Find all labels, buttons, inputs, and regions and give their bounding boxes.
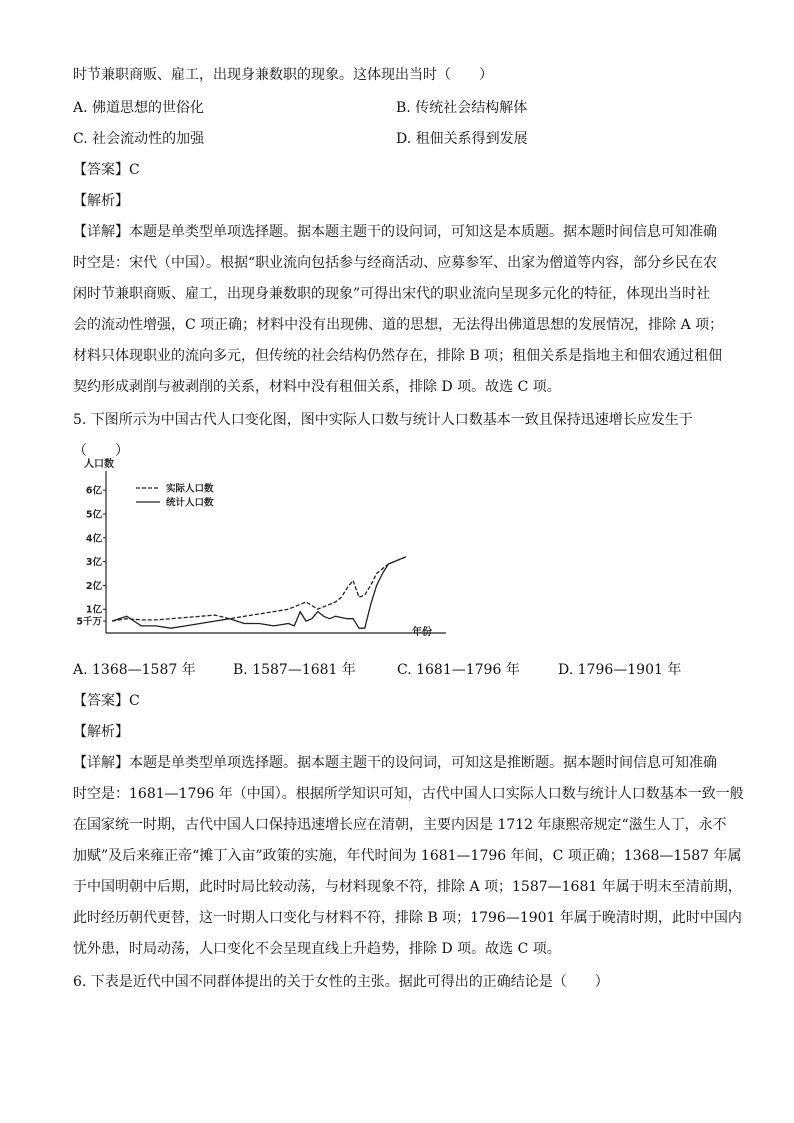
detail-label: 【详解】 bbox=[73, 755, 129, 771]
q4-option-c: C. 社会流动性的加强 bbox=[73, 131, 205, 147]
y-tick-label: 2亿 bbox=[85, 580, 102, 592]
q4-detail-line-1 bbox=[73, 222, 723, 242]
population-chart bbox=[70, 459, 470, 648]
detail-text: 本题是单类型单项选择题。据本题主题干的设问词，可知这是推断题。据本题时间信息可知准确 bbox=[129, 755, 717, 771]
q5-detail-line-6: 此时经历朝代更替，这一时期人口变化与材料不符，排除 B 项；1796—1901 年属于晚清时期，此时中国内 bbox=[73, 910, 742, 926]
q5-analysis-label: 【解析】 bbox=[73, 724, 129, 740]
detail-text: 本题是单类型单项选择题。据本题主题干的设问词，可知这是本质题。据本题时间信息可知准确 bbox=[129, 224, 717, 240]
y-tick-label: 3亿 bbox=[85, 557, 102, 569]
q5-answer bbox=[73, 691, 723, 711]
q5-option-a: A. 1368—1587 年 bbox=[73, 662, 196, 678]
y-tick-label: 1亿 bbox=[85, 604, 102, 616]
answer-value: C bbox=[129, 162, 140, 178]
y-tick-label: 5千万 bbox=[76, 616, 102, 628]
q5-detail-line-3: 在国家统一时期，古代中国人口保持迅速增长应在清朝，主要内因是 1712 年康熙帝规定“滋生人丁，永不 bbox=[73, 817, 727, 833]
answer-label: 【答案】 bbox=[73, 162, 129, 178]
q5-option-d: D. 1796—1901 年 bbox=[558, 662, 682, 678]
q4-detail-line-6: 契约形成剥削与被剥削的关系，材料中没有租佃关系，排除 D 项。故选 C 项。 bbox=[73, 379, 561, 395]
legend-label: 统计人口数 bbox=[166, 497, 214, 509]
q5-stem-line-2: （ ） bbox=[73, 443, 129, 459]
q5-option-b: B. 1587—1681 年 bbox=[233, 662, 356, 678]
y-axis-title: 人口数 bbox=[84, 459, 114, 470]
q4-stem-tail: 时节兼职商贩、雇工，出现身兼数职的现象。这体现出当时（ ） bbox=[73, 67, 493, 83]
q5-stem-line-1: 5. 下图所示为中国古代人口变化图，图中实际人口数与统计人口数基本一致且保持迅速增长应发生于 bbox=[73, 412, 693, 428]
y-tick-label: 4亿 bbox=[85, 533, 102, 545]
q4-option-d: D. 租佃关系得到发展 bbox=[396, 131, 528, 147]
q5-detail-line-4: 加赋”及后来雍正帝“摊丁入亩”政策的实施，年代时间为 1681—1796 年间，C 项正确；1368—1587 年属 bbox=[73, 848, 742, 864]
q4-analysis-label: 【解析】 bbox=[73, 193, 129, 209]
answer-value: C bbox=[129, 693, 140, 709]
legend-label: 实际人口数 bbox=[166, 483, 214, 495]
detail-label: 【详解】 bbox=[73, 224, 129, 240]
q5-detail-line-7: 忧外患，时局动荡，人口变化不会呈现直线上升趋势，排除 D 项。故选 C 项。 bbox=[73, 941, 561, 957]
q5-detail-line-2: 时空是：1681—1796 年（中国）。根据所学知识可知，古代中国人口实际人口数与统计人口数基本一致一般 bbox=[73, 786, 744, 802]
q5-detail-line-5: 于中国明朝中后期，此时时局比较动荡，与材料现象不符，排除 A 项；1587—1681 年属于明末至清前期， bbox=[73, 879, 742, 895]
q4-detail-line-5: 材料只体现职业的流向多元，但传统的社会结构仍然存在，排除 B 项；租佃关系是指地主和佃农通过租佃 bbox=[73, 348, 723, 364]
q4-option-b: B. 传统社会结构解体 bbox=[396, 100, 528, 116]
q4-detail-line-4: 会的流动性增强，C 项正确；材料中没有出现佛、道的思想，无法得出佛道思想的发展情况，排除 A 项； bbox=[73, 317, 724, 333]
answer-label: 【答案】 bbox=[73, 693, 129, 709]
q4-detail-line-3: 闲时节兼职商贩、雇工，出现身兼数职的现象”可得出宋代的职业流向呈现多元化的特征，体现出当时社 bbox=[73, 286, 711, 302]
q4-answer bbox=[73, 160, 723, 180]
q5-option-c: C. 1681—1796 年 bbox=[397, 662, 520, 678]
q6-stem: 6. 下表是近代中国不同群体提出的关于女性的主张。据此可得出的正确结论是（ ） bbox=[73, 974, 609, 990]
series-line-actual bbox=[112, 557, 406, 621]
q4-detail-line-2: 时空是：宋代（中国）。根据“职业流向包括参与经商活动、应募参军、出家为僧道等内容，部分乡民在农 bbox=[73, 255, 718, 271]
series-line-statistical bbox=[112, 557, 406, 628]
y-tick-label: 5亿 bbox=[85, 509, 102, 521]
q4-option-a: A. 佛道思想的世俗化 bbox=[73, 100, 205, 116]
x-axis-title: 年份 bbox=[412, 627, 432, 638]
q5-detail-line-1 bbox=[73, 753, 723, 773]
y-tick-label: 6亿 bbox=[85, 485, 102, 497]
